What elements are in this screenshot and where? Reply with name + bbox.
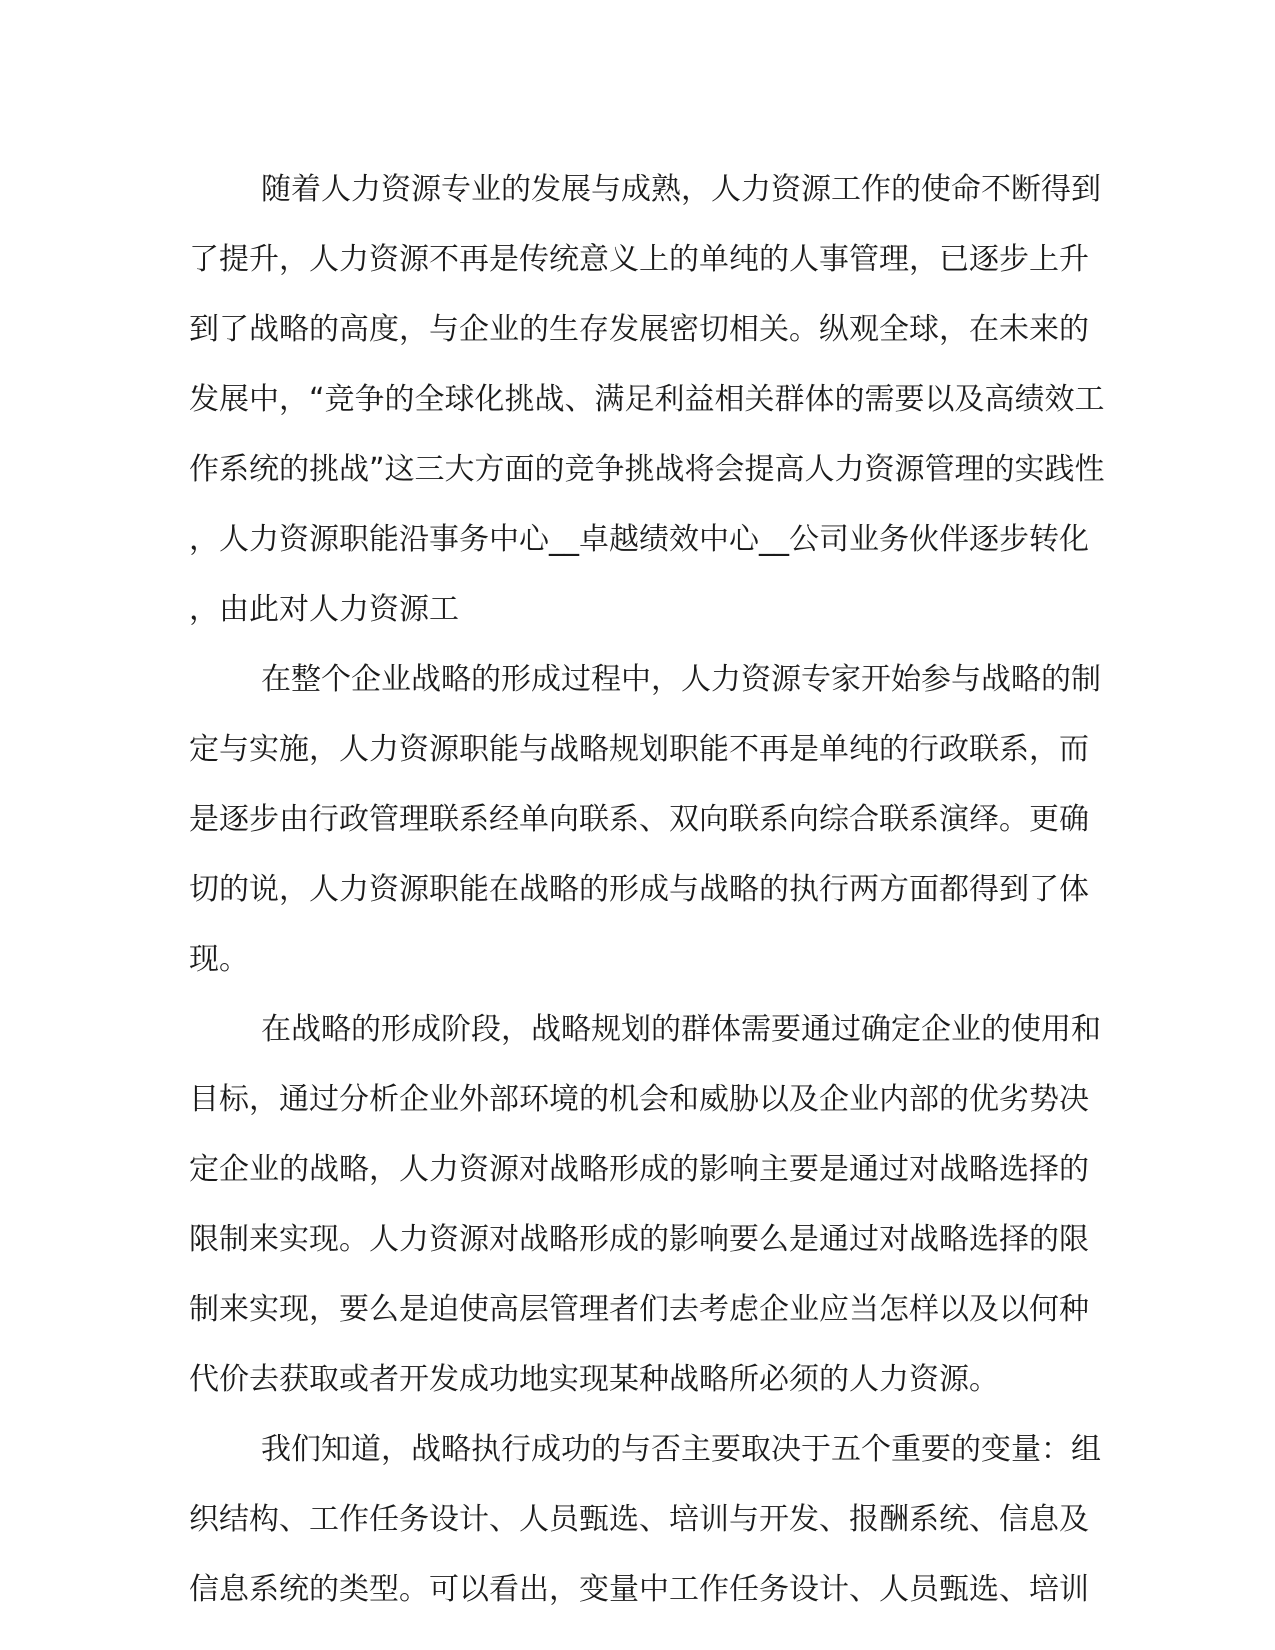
text-line: 定与实施，人力资源职能与战略规划职能不再是单纯的行政联系，而 bbox=[189, 732, 1089, 767]
text-line: 目标，通过分析企业外部环境的机会和威胁以及企业内部的优劣势决 bbox=[189, 1082, 1089, 1117]
text-line: ，人力资源职能沿事务中心__卓越绩效中心__公司业务伙伴逐步转化 bbox=[189, 522, 1089, 557]
text-line: 现。 bbox=[189, 942, 249, 977]
text-line: 我们知道，战略执行成功的与否主要取决于五个重要的变量：组 bbox=[261, 1432, 1101, 1467]
text-line: 限制来实现。人力资源对战略形成的影响要么是通过对战略选择的限 bbox=[189, 1222, 1089, 1257]
text-line: 了提升，人力资源不再是传统意义上的单纯的人事管理，已逐步上升 bbox=[189, 242, 1089, 277]
text-line: 发展中，“竞争的全球化挑战、满足利益相关群体的需要以及高绩效工 bbox=[189, 382, 1105, 417]
text-line: 在整个企业战略的形成过程中，人力资源专家开始参与战略的制 bbox=[261, 662, 1101, 697]
text-line: 代价去获取或者开发成功地实现某种战略所必须的人力资源。 bbox=[189, 1362, 999, 1397]
text-line: 信息系统的类型。可以看出，变量中工作任务设计、人员甄选、培训 bbox=[189, 1572, 1089, 1607]
text-line: 是逐步由行政管理联系经单向联系、双向联系向综合联系演绎。更确 bbox=[189, 802, 1089, 837]
text-line: 作系统的挑战”这三大方面的竞争挑战将会提高人力资源管理的实践性 bbox=[189, 452, 1105, 487]
document-body bbox=[189, 155, 1105, 1625]
paragraph-4 bbox=[189, 1415, 1101, 1625]
text-line: 到了战略的高度，与企业的生存发展密切相关。纵观全球，在未来的 bbox=[189, 312, 1089, 347]
paragraph-1 bbox=[189, 155, 1105, 645]
text-line: ，由此对人力资源工 bbox=[189, 592, 459, 627]
text-line: 在战略的形成阶段，战略规划的群体需要通过确定企业的使用和 bbox=[261, 1012, 1101, 1047]
text-line: 定企业的战略，人力资源对战略形成的影响主要是通过对战略选择的 bbox=[189, 1152, 1089, 1187]
text-line: 织结构、工作任务设计、人员甄选、培训与开发、报酬系统、信息及 bbox=[189, 1502, 1089, 1537]
text-line: 切的说，人力资源职能在战略的形成与战略的执行两方面都得到了体 bbox=[189, 872, 1089, 907]
paragraph-3 bbox=[189, 995, 1101, 1415]
paragraph-2 bbox=[189, 645, 1101, 995]
text-line: 制来实现，要么是迫使高层管理者们去考虑企业应当怎样以及以何种 bbox=[189, 1292, 1089, 1327]
text-line: 随着人力资源专业的发展与成熟，人力资源工作的使命不断得到 bbox=[261, 172, 1101, 207]
